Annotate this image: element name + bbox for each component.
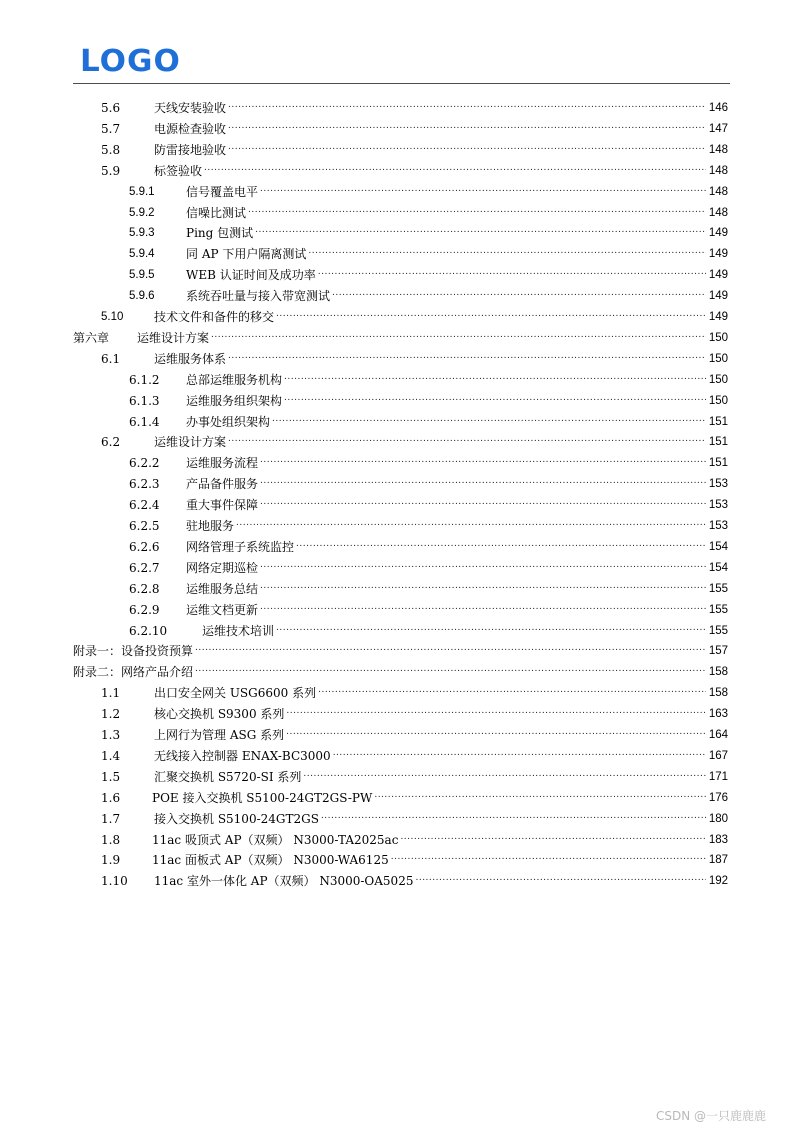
toc-entry-title: 驻地服务	[186, 519, 235, 533]
toc-entry-number: 6.2.5	[129, 519, 160, 533]
toc-entry-title: 技术文件和备件的移交	[154, 310, 275, 324]
toc-entry[interactable]	[129, 242, 728, 262]
toc-entry-page: 149	[708, 227, 728, 240]
toc-entry-title: 系统吞吐量与接入带宽测试	[186, 289, 331, 304]
toc-entry-number: 6.2.10	[129, 623, 168, 638]
toc-entry-page: 150	[708, 373, 728, 386]
toc-entry[interactable]	[129, 535, 728, 555]
toc-entry-title: Ping 包测试	[186, 226, 254, 241]
toc-entry-number: 5.10	[101, 311, 124, 323]
dot-leader	[260, 181, 706, 197]
toc-entry[interactable]	[101, 305, 728, 325]
toc-entry-number: 6.1	[101, 351, 121, 366]
dot-leader	[204, 160, 706, 176]
toc-entry-page: 158	[708, 687, 728, 700]
toc-entry[interactable]	[129, 180, 728, 200]
dot-leader	[286, 724, 706, 740]
toc-entry[interactable]	[101, 96, 728, 116]
dot-leader	[391, 849, 706, 865]
toc-entry[interactable]	[129, 221, 728, 241]
dot-leader	[255, 222, 706, 238]
toc-entry-number: 1.10	[101, 874, 128, 889]
toc-entry-title: 电源检查验收	[154, 121, 227, 136]
toc-entry-page: 163	[708, 708, 728, 721]
toc-entry-number: 5.9.2	[129, 206, 155, 219]
toc-entry-number: 6.1.2	[129, 372, 160, 387]
dot-leader	[321, 808, 706, 824]
watermark: CSDN @一只鹿鹿鹿	[656, 1109, 767, 1123]
dot-leader	[248, 202, 706, 218]
toc-entry-page: 167	[708, 749, 728, 762]
logo: LOGO	[80, 43, 181, 79]
toc-entry-page: 147	[708, 122, 728, 135]
toc-entry-page: 148	[708, 185, 728, 198]
toc-entry-number: 6.2.6	[129, 539, 160, 554]
toc-entry-title: 产品备件服务	[186, 477, 259, 492]
toc-entry[interactable]	[129, 493, 728, 513]
toc-entry-number: 5.9.1	[129, 185, 155, 198]
toc-entry[interactable]	[129, 389, 728, 409]
toc-entry-title: 网络定期巡检	[186, 560, 259, 575]
toc-entry-page: 151	[708, 436, 728, 449]
dot-leader	[195, 661, 706, 677]
toc-entry-title: 出口安全网关 USG6600 系列	[154, 686, 317, 701]
dot-leader	[286, 703, 705, 719]
toc-entry-page: 148	[708, 206, 728, 219]
toc-entry[interactable]	[101, 138, 728, 158]
toc-entry-title: 运维文档更新	[186, 602, 259, 617]
dot-leader	[228, 97, 706, 113]
toc-entry-number: 1.8	[101, 832, 121, 847]
toc-entry[interactable]	[129, 284, 728, 304]
toc-entry-title: 信噪比测试	[186, 205, 247, 220]
dot-leader	[284, 390, 706, 406]
toc-entry-number: 6.1.4	[129, 414, 160, 429]
toc-entry-title: 总部运维服务机构	[186, 372, 283, 387]
toc-entry[interactable]	[101, 807, 728, 827]
toc-entry-page: 164	[708, 729, 728, 741]
toc-entry-number: 5.9.4	[129, 248, 155, 261]
toc-entry[interactable]	[129, 451, 728, 471]
toc-entry-page: 171	[708, 770, 728, 783]
toc-entry-page: 149	[708, 269, 728, 282]
toc-entry-page: 149	[708, 290, 728, 303]
toc-entry-number: 1.6	[101, 790, 121, 805]
toc-entry-title: 11ac 室外一体化 AP（双频） N3000-OA5025	[154, 874, 414, 889]
toc-entry-page: 155	[708, 582, 728, 595]
toc-entry-title: 附录一：设备投资预算	[73, 644, 194, 659]
dot-leader	[296, 536, 706, 552]
toc-entry-number: 6.2.2	[129, 456, 160, 471]
toc-entry[interactable]	[101, 869, 728, 889]
toc-entry[interactable]	[129, 472, 728, 492]
toc-entry[interactable]	[129, 577, 728, 597]
dot-leader	[303, 766, 705, 782]
toc-entry[interactable]	[101, 765, 728, 785]
dot-leader	[284, 369, 706, 385]
dot-leader	[260, 599, 706, 615]
toc-entry-number: 1.1	[101, 686, 121, 701]
toc-entry-page: 183	[708, 833, 728, 846]
toc-entry[interactable]	[129, 556, 728, 576]
toc-entry-title: 同 AP 下用户隔离测试	[186, 247, 307, 262]
dot-leader	[260, 452, 706, 468]
dot-leader	[374, 787, 705, 803]
toc-entry-title: 运维服务体系	[154, 351, 227, 366]
toc-entry-title: 标签验收	[154, 163, 203, 178]
dot-leader	[228, 348, 706, 364]
toc-entry-number: 第六章	[73, 330, 110, 345]
toc-entry-title: WEB 认证时间及成功率	[186, 268, 316, 283]
toc-entry[interactable]	[129, 410, 728, 430]
toc-entry-page: 150	[708, 394, 728, 407]
toc-entry-page: 151	[708, 457, 728, 470]
toc-entry-page: 150	[708, 331, 728, 344]
toc-entry-page: 155	[708, 603, 728, 616]
toc-entry-number: 5.9.3	[129, 227, 155, 240]
dot-leader	[276, 306, 706, 322]
toc-entry[interactable]	[129, 201, 728, 221]
toc-entry-page: 151	[708, 415, 728, 428]
dot-leader	[276, 620, 706, 636]
toc-entry-page: 157	[708, 645, 728, 658]
dot-leader	[260, 494, 706, 510]
toc-entry[interactable]	[129, 368, 728, 388]
toc-entry[interactable]	[73, 660, 728, 680]
toc-entry-title: 运维服务流程	[186, 456, 259, 471]
toc-entry[interactable]	[101, 430, 728, 450]
dot-leader	[415, 870, 705, 886]
toc-entry-page: 153	[708, 478, 728, 491]
toc-entry-title: 网络管理子系统监控	[186, 539, 295, 554]
toc-entry-title: 办事处组织架构	[186, 414, 271, 429]
toc-entry-page: 180	[708, 812, 728, 825]
toc-entry[interactable]	[73, 326, 728, 346]
dot-leader	[400, 829, 705, 845]
toc-entry-number: 6.2.8	[129, 581, 160, 596]
toc-entry-number: 5.6	[101, 101, 121, 115]
dot-leader	[272, 411, 706, 427]
toc-entry-number: 1.9	[101, 853, 121, 868]
toc-entry-title: 运维服务总结	[186, 581, 259, 596]
toc-entry-title: 接入交换机 S5100-24GT2GS	[154, 811, 319, 826]
toc-entry-page: 153	[708, 499, 728, 512]
toc-entry-page: 148	[708, 164, 728, 177]
toc-entry-title: 汇聚交换机 S5720-SI 系列	[154, 769, 302, 784]
toc-entry[interactable]	[101, 848, 728, 868]
toc-entry-title: 核心交换机 S9300 系列	[154, 707, 285, 722]
toc-entry[interactable]	[101, 828, 728, 848]
toc-entry[interactable]	[129, 619, 728, 639]
toc-entry-number: 1.7	[101, 811, 121, 826]
toc-entry-page: 176	[708, 791, 728, 804]
toc-entry[interactable]	[101, 702, 728, 722]
dot-leader	[228, 118, 706, 134]
toc-entry-page: 154	[708, 540, 728, 553]
toc-entry-page: 192	[708, 875, 728, 888]
toc-entry-title: 11ac 吸顶式 AP（双频） N3000-TA2025ac	[152, 832, 399, 847]
toc-entry-number: 5.9.5	[129, 269, 155, 282]
dot-leader	[211, 327, 706, 343]
toc-entry-title: 运维设计方案	[154, 435, 227, 450]
toc-entry-title: 11ac 面板式 AP（双频） N3000-WA6125	[152, 853, 389, 868]
toc-entry-title: 无线接入控制器 ENAX-BC3000	[154, 748, 331, 763]
dot-leader	[333, 745, 706, 761]
toc-entry-page: 154	[708, 561, 728, 574]
toc-entry-title: 天线安装验收	[154, 101, 227, 115]
toc-entry[interactable]	[101, 681, 728, 701]
toc-entry-number: 5.9	[101, 163, 121, 178]
dot-leader	[332, 285, 706, 301]
toc-entry-title: 防雷接地验收	[154, 142, 227, 157]
toc-entry[interactable]	[101, 159, 728, 179]
toc-entry[interactable]	[101, 786, 728, 806]
toc-entry-title: POE 接入交换机 S5100-24GT2GS-PW	[152, 790, 373, 805]
toc-entry-title: 重大事件保障	[186, 498, 259, 513]
toc-entry-title: 上网行为管理 ASG 系列	[154, 728, 285, 742]
toc-entry-title: 附录二：网络产品介绍	[73, 665, 194, 680]
toc-entry[interactable]	[129, 598, 728, 618]
toc-entry-title: 信号覆盖电平	[186, 184, 259, 199]
toc-entry-page: 149	[708, 311, 728, 323]
toc-entry-number: 1.4	[101, 748, 121, 763]
toc-entry-number: 6.1.3	[129, 393, 160, 408]
toc-entry-page: 148	[708, 143, 728, 156]
dot-leader	[236, 515, 706, 531]
toc-entry[interactable]	[129, 514, 728, 534]
toc-entry-page: 146	[708, 102, 728, 114]
dot-leader	[260, 557, 706, 573]
toc-entry[interactable]	[101, 744, 728, 764]
toc-entry-page: 153	[708, 520, 728, 532]
toc-entry-page: 187	[708, 854, 728, 867]
toc-entry-number: 5.8	[101, 142, 121, 157]
toc-entry-page: 149	[708, 248, 728, 261]
toc-entry-number: 1.2	[101, 707, 121, 722]
toc-entry[interactable]	[73, 639, 728, 659]
toc-entry-number: 6.2.4	[129, 498, 160, 513]
dot-leader	[195, 640, 706, 656]
toc-entry[interactable]	[129, 263, 728, 283]
toc-entry-page: 150	[708, 352, 728, 365]
toc-entry[interactable]	[101, 117, 728, 137]
dot-leader	[308, 243, 705, 259]
dot-leader	[228, 431, 706, 447]
toc-entry-title: 运维技术培训	[202, 623, 275, 638]
dot-leader	[228, 139, 706, 155]
toc-entry-page: 158	[708, 666, 728, 679]
header-rule	[73, 83, 730, 84]
toc-entry[interactable]	[101, 723, 728, 743]
toc-entry-number: 1.3	[101, 728, 121, 742]
toc-entry[interactable]	[101, 347, 728, 367]
toc-entry-page: 155	[708, 624, 728, 637]
toc-entry-number: 1.5	[101, 769, 121, 784]
toc-entry-title: 运维设计方案	[137, 330, 210, 345]
dot-leader	[318, 264, 706, 280]
toc-entry-number: 6.2.7	[129, 560, 160, 575]
toc-entry-number: 6.2	[101, 435, 121, 450]
dot-leader	[260, 473, 706, 489]
toc-entry-title: 运维服务组织架构	[186, 393, 283, 408]
toc-entry-number: 6.2.9	[129, 602, 160, 617]
dot-leader	[318, 682, 706, 698]
dot-leader	[260, 578, 706, 594]
toc-entry-number: 5.9.6	[129, 290, 155, 303]
toc-entry-number: 5.7	[101, 121, 121, 136]
toc-entry-number: 6.2.3	[129, 477, 160, 492]
